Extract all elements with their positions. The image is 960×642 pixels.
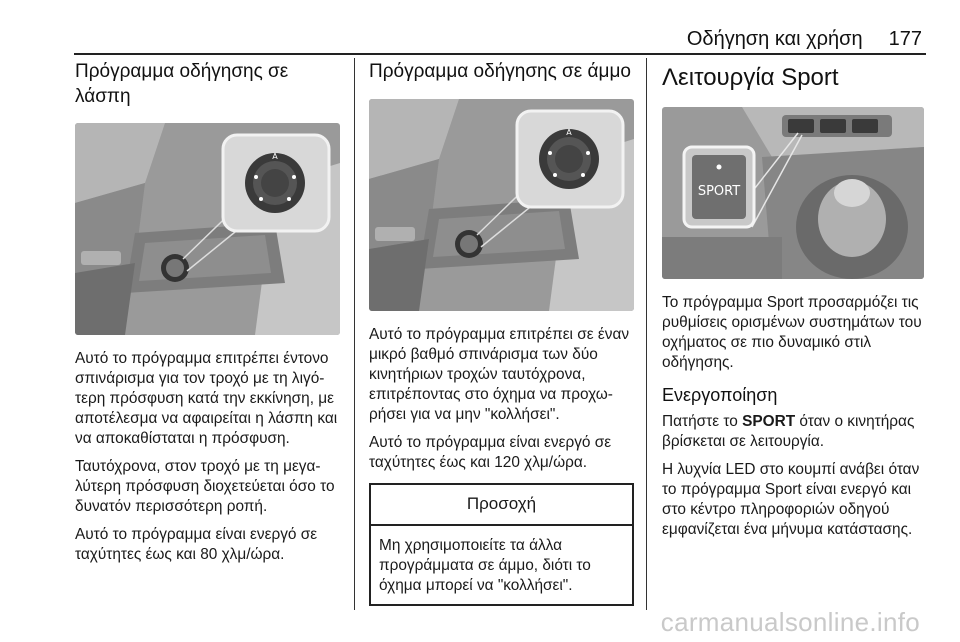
mud-program-text [75,349,345,565]
led-description: Η λυχνία LED στο κουμπί ανάβει όταν το πρόγραμμα Sport είναι ενεργό και στο κέντρο πληροφοριών οδηγού εμφανίζεται ένα μήνυμα κατάστασης. [662,461,920,539]
mud-program-section [75,60,345,573]
mud-paragraph: Αυτό το πρόγραμμα είναι ενεργό σε ταχύτητες έως και 80 χλμ/ώρα. [75,526,318,564]
activation-text [662,412,932,540]
caution-text: Μη χρησιμοποιείτε τα άλλα προγράμματα σε άμμο, διότι το όχημα μπορεί να "κολλήσει". [379,536,591,594]
page-number: 177 [888,28,922,50]
mud-paragraph: Ταυτόχρονα, στον τροχό με τη μεγαλύτερη πρόσφυση διοχετεύεται όσο το δυνατόν περισσότερη ροπή. [75,458,335,516]
press-instruction: Πατήστε το SPORT όταν ο κινητήρας βρίσκεται σε λειτουργία. [662,413,915,451]
mud-paragraph: Αυτό το πρόγραμμα επιτρέπει έντονο σπινάρισμα για τον τροχό με τη λιγότερη πρόσφυση κατά την εκκίνηση, με αποτέλεσμα να αφαιρείται η λάσπη και να αποκαθίσταται η πρόσφυση. [75,350,338,448]
sand-mode-illustration [369,99,634,311]
header-rule [74,53,926,55]
caution-box [369,483,634,606]
watermark: carmanualsonline.info [660,607,920,637]
sport-keyword: SPORT [742,413,796,431]
sport-mode-text [662,293,932,373]
sand-program-text [369,325,634,473]
sand-paragraph: Αυτό το πρόγραμμα επιτρέπει σε έναν μικρό βαθμό σπινάρισμα των δύο κινητήριων τροχών ταυτόχρονα, επιτρέποντας στο όχημα να προχωρήσει για να μην "κολλήσει". [369,325,630,423]
mud-program-heading: Πρόγραμμα οδήγησης σε λάσπη [75,61,289,107]
sport-button-label: SPORT [697,184,741,200]
sand-paragraph: Αυτό το πρόγραμμα είναι ενεργό σε ταχύτητες έως και 120 χλμ/ώρα. [369,433,612,471]
sand-program-heading: Πρόγραμμα οδήγησης σε άμμο [369,61,631,82]
page-header [687,28,922,51]
column-divider-2 [646,58,647,610]
svg-text:A: A [272,152,278,162]
mud-mode-illustration [75,123,340,335]
sport-intro: Το πρόγραμμα Sport προσαρμόζει τις ρυθμίσεις ορισμένων συστημάτων του οχήματος σε πιο δυναμικό στιλ οδήγησης. [662,294,922,372]
sport-mode-heading: Λειτουργία Sport [662,64,839,91]
svg-text:A: A [566,127,572,137]
sport-button-illustration [662,107,924,279]
column-divider-1 [354,58,355,610]
sport-mode-section [662,60,932,548]
chapter-title: Οδήγηση και χρήση [686,28,863,50]
activation-heading: Ενεργοποίηση [662,385,778,406]
caution-title: Προσοχή [371,485,632,526]
sand-program-section [369,60,634,606]
